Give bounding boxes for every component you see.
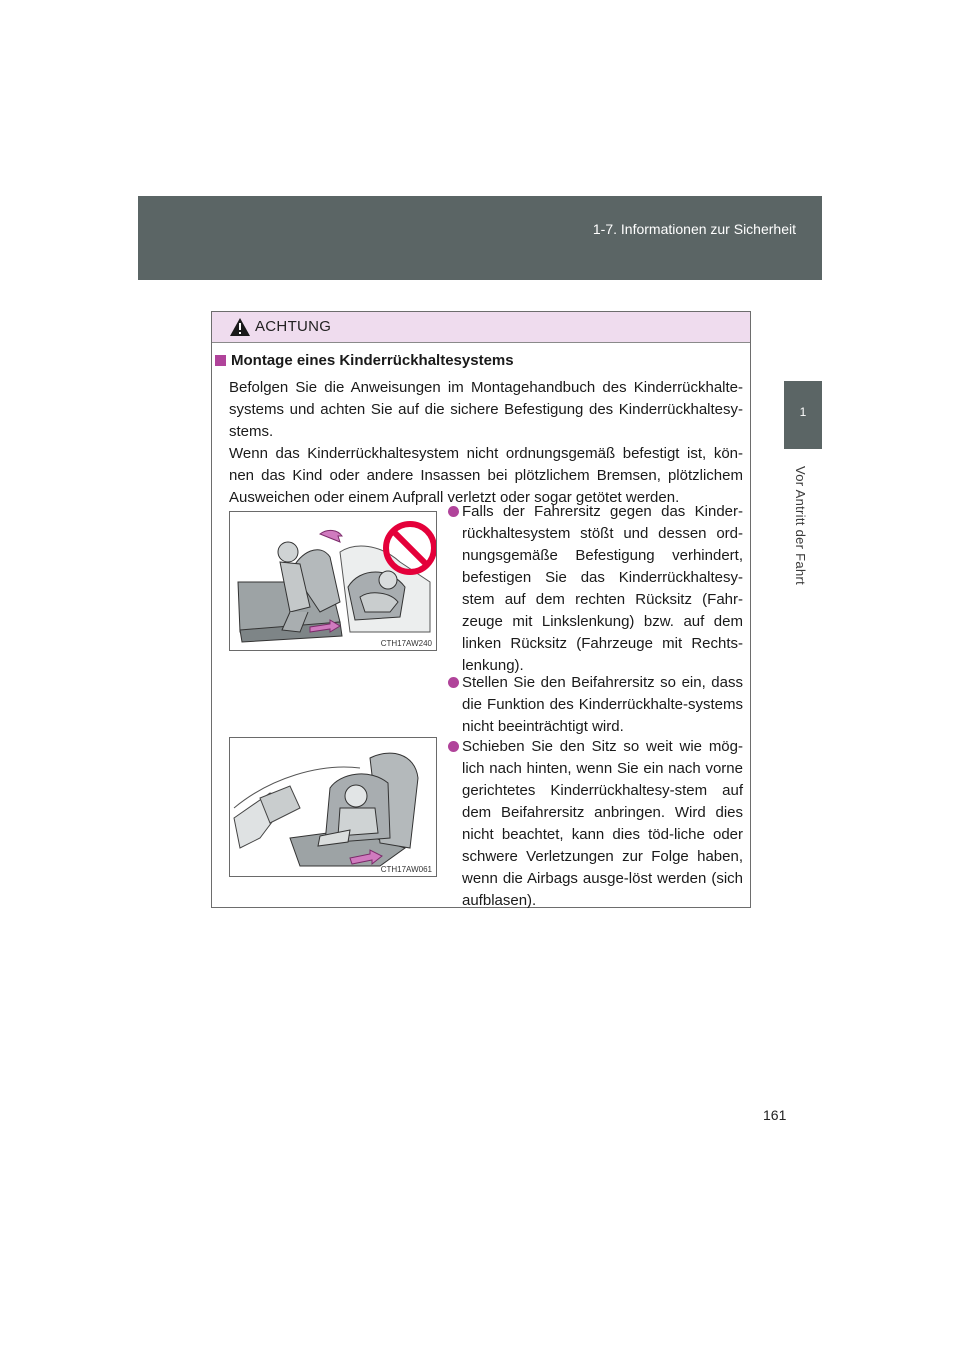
- warning-label: ACHTUNG: [255, 318, 332, 335]
- warning-subheading: Montage eines Kinderrückhaltesystems: [215, 352, 514, 369]
- chapter-title: Vor Antritt der Fahrt: [793, 466, 808, 586]
- page-number: 161: [763, 1107, 787, 1123]
- chapter-number: 1: [799, 405, 807, 419]
- warning-box: [211, 311, 751, 908]
- warning-triangle-icon: [229, 317, 251, 337]
- bullet-dot-icon: [448, 506, 459, 517]
- warning-paragraph-2: Wenn das Kinderrückhaltesystem nicht ordnungsgemäß befestigt ist, kön-nen das Kind oder andere Insassen bei plötzlichem Bremsen, plötzlichem Ausweichen oder einem Aufprall verletzt oder sogar getötet werden.: [229, 445, 743, 506]
- bullet-dot-icon: [448, 741, 459, 752]
- figure-code: CTH17AW240: [380, 639, 432, 648]
- seat-illustration-2: [230, 738, 436, 876]
- figure-code: CTH17AW061: [380, 865, 432, 874]
- bullet-item: Schieben Sie den Sitz so weit wie mög-lich nach hinten, wenn Sie ein nach vorne gerichtetes Kinderrückhaltesy-stem auf dem Beifahrersitz anbringen. Wird dies nicht beachtet, kann dies töd-liche oder schwere Verletzungen zur Folge haben, wenn die Airbags ausge-löst werden (sich aufblasen).: [449, 736, 743, 912]
- warning-paragraph-1: Befolgen Sie die Anweisungen im Montagehandbuch des Kinderrückhalte-systems und achten Sie auf die sichere Befestigung des Kinderrückhaltesy-stems.: [229, 379, 743, 440]
- bullet-item: Falls der Fahrersitz gegen das Kinder-rückhaltesystem stößt und dessen ord-nungsgemäße Befestigung verhindert, befestigen Sie das Kinderrückhaltesy-stem auf dem rechten Rücksitz (Fahr-zeuge mit Linkslenkung) bzw. auf dem linken Rücksitz (Fahrzeuge mit Rechts-lenkung).: [449, 501, 743, 677]
- bullet-dot-icon: [448, 677, 459, 688]
- header-bar: [138, 196, 822, 280]
- warning-header: [212, 312, 750, 343]
- seat-illustration-1: [230, 512, 436, 650]
- figure-forward-facing-seat: [229, 737, 437, 877]
- chapter-tab: [784, 381, 822, 449]
- bullet-item: Stellen Sie den Beifahrersitz so ein, dass die Funktion des Kinderrückhalte-systems nicht beeinträchtigt wird.: [449, 672, 743, 738]
- warning-intro: [229, 377, 743, 509]
- figure-driver-seat-conflict: [229, 511, 437, 651]
- square-bullet-icon: [215, 355, 226, 366]
- section-title: 1-7. Informationen zur Sicherheit: [592, 221, 796, 237]
